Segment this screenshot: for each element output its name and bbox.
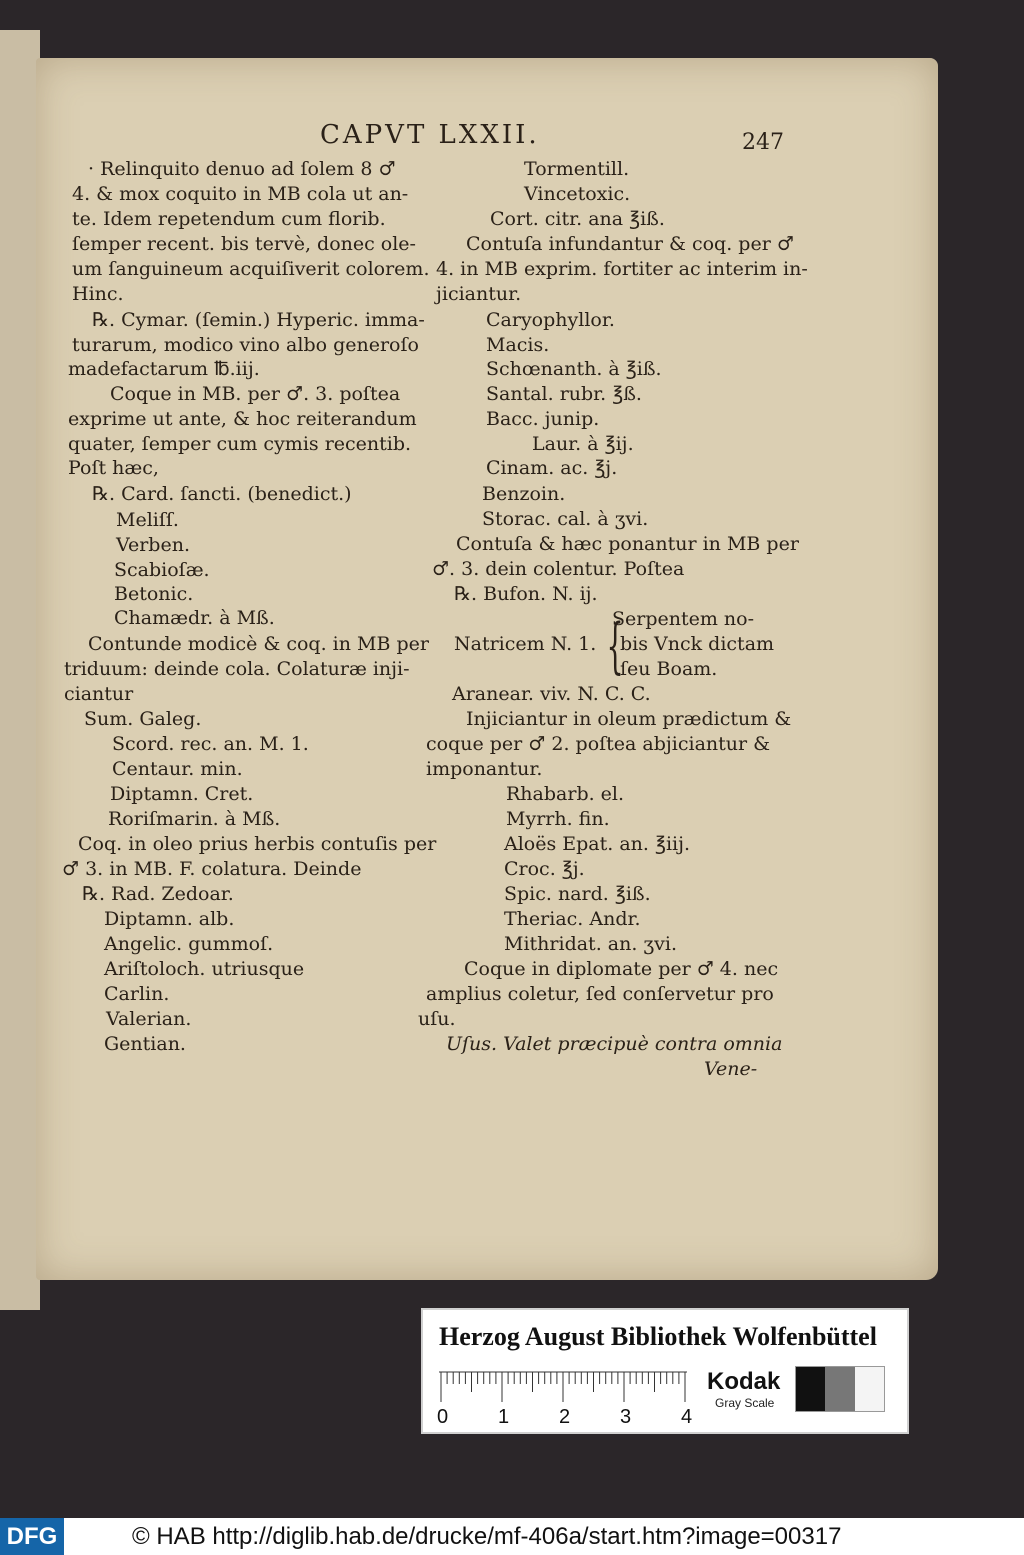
right-column-line: Bacc. junip. [486, 408, 600, 430]
left-column-line: Verben. [116, 534, 190, 556]
left-column-line: ♂ 3. in MB. F. colatura. Deinde [62, 858, 362, 880]
left-column-line: Sum. Galeg. [84, 708, 202, 730]
right-column-line: ſeu Boam. [620, 658, 718, 680]
ruler-label: 3 [620, 1406, 632, 1428]
right-column-line: 4. in MB exprim. fortiter ac interim in- [436, 258, 808, 280]
left-column-line: Diptamn. alb. [104, 908, 235, 930]
right-column-line: bis Vnck dictam [620, 633, 775, 655]
right-column-line: Cort. citr. ana ℥iß. [490, 208, 665, 230]
page-number: 247 [742, 130, 784, 155]
right-column-line: Serpentem no- [612, 608, 755, 630]
right-column-line: uſu. [418, 1008, 456, 1030]
credit-url[interactable]: © HAB http://diglib.hab.de/drucke/mf-406a/start.htm?image=00317 [132, 1523, 842, 1550]
right-column-line: Mithridat. an. ʒvi. [504, 933, 677, 955]
right-column-line: Myrrh. fin. [506, 808, 610, 830]
right-column-line: Theriac. Andr. [504, 908, 641, 930]
left-column-line: Scabioſæ. [114, 559, 210, 581]
right-column-line: jiciantur. [436, 283, 522, 305]
footer-bar [0, 1518, 1024, 1555]
kodak-brand: Kodak [707, 1368, 781, 1395]
ruler-label: 2 [559, 1406, 571, 1428]
right-column-line: ℞. Bufon. N. ij. [454, 583, 598, 605]
right-column-line: Vene- [704, 1058, 758, 1080]
brace-mark: { [606, 611, 624, 681]
right-column-line: Aloës Epat. an. ℥iij. [504, 833, 691, 855]
left-column-line: Ariſtoloch. utriusque [104, 958, 305, 980]
left-column-line: Valerian. [106, 1008, 192, 1030]
library-card [421, 1308, 909, 1434]
left-column-line: Contunde modicè & coq. in MB per [88, 633, 429, 655]
right-column-line: Injiciantur in oleum prædictum & [466, 708, 792, 730]
right-column-line: Tormentill. [524, 158, 630, 180]
right-column-line: Contuſa & hæc ponantur in MB per [456, 533, 799, 555]
right-column-line: Contuſa infundantur & coq. per ♂ [466, 233, 794, 255]
gray-swatches [795, 1366, 885, 1412]
left-column-line: Angelic. gummoſ. [104, 933, 274, 955]
left-column-line: quater, ſemper cum cymis recentib. [68, 433, 412, 455]
right-column-line: Macis. [486, 334, 550, 356]
right-column-line: Cinam. ac. ℥j. [486, 457, 618, 479]
chapter-header: CAPVT LXXII. [320, 120, 540, 150]
left-column-line: Gentian. [104, 1033, 186, 1055]
left-column-line: Centaur. min. [112, 758, 243, 780]
left-column-line: Roriſmarin. à Mß. [108, 808, 281, 830]
right-column-line: Laur. à ℥ij. [532, 433, 634, 455]
dfg-logo: DFG [0, 1518, 64, 1555]
right-column-line: Caryophyllor. [486, 309, 615, 331]
right-column-line: imponantur. [426, 758, 543, 780]
right-column-line: amplius coletur, ſed conſervetur pro [426, 983, 774, 1005]
right-column-line: ♂. 3. dein colentur. Poſtea [432, 558, 685, 580]
ruler-label: 0 [437, 1406, 449, 1428]
left-column-line: te. Idem repetendum cum florib. [72, 208, 386, 230]
left-column-line: · Relinquito denuo ad ſolem 8 ♂ [88, 158, 396, 180]
right-column-line: Spic. nard. ℥iß. [504, 883, 651, 905]
left-column-line: Poſt hæc, [68, 457, 159, 479]
right-column-line: Vincetoxic. [524, 183, 631, 205]
right-column-line: Uſus. Valet præcipuè contra omnia [446, 1033, 783, 1055]
right-column-line: Storac. cal. à ʒvi. [482, 508, 649, 530]
right-column-line: Schœnanth. à ℥iß. [486, 358, 662, 380]
right-column-line: Natricem N. 1. [454, 633, 597, 655]
ruler-label: 4 [681, 1406, 693, 1428]
left-column-line: 4. & mox coquito in MB cola ut an- [72, 183, 409, 205]
left-column-line: ℞. Cymar. (ſemin.) Hyperic. imma- [92, 309, 425, 331]
gray-scale-label: Gray Scale [715, 1396, 775, 1410]
left-column-line: turarum, modico vino albo generoſo [72, 334, 419, 356]
left-column-line: triduum: deinde cola. Colaturæ inji- [64, 658, 410, 680]
left-column-line: Diptamn. Cret. [110, 783, 254, 805]
left-column-line: ℞. Rad. Zedoar. [82, 883, 234, 905]
right-column-line: Santal. rubr. ℥ß. [486, 383, 642, 405]
right-column-line: Rhabarb. el. [506, 783, 625, 805]
ruler-label: 1 [498, 1406, 510, 1428]
right-column-line: coque per ♂ 2. poſtea abjiciantur & [426, 733, 771, 755]
left-page-edge [0, 30, 40, 1310]
card-title: Herzog August Bibliothek Wolfenbüttel [439, 1322, 877, 1351]
left-column-line: Meliſſ. [116, 509, 179, 531]
left-column-line: Scord. rec. an. M. 1. [112, 733, 309, 755]
left-column-line: ſemper recent. bis tervè, donec ole- [72, 233, 416, 255]
right-column-line: Benzoin. [482, 483, 566, 505]
left-column-line: madefactarum ℔.iij. [68, 358, 260, 380]
right-column-line: Croc. ℥j. [504, 858, 585, 880]
left-column-line: Carlin. [104, 983, 170, 1005]
left-column-line: ℞. Card. ſancti. (benedict.) [92, 483, 352, 505]
right-column-line: Coque in diplomate per ♂ 4. nec [464, 958, 779, 980]
left-column-line: Coque in MB. per ♂. 3. poſtea [110, 383, 401, 405]
left-column-line: um ſanguineum acquiſiverit colorem. [72, 258, 430, 280]
right-column-line: Aranear. viv. N. C. C. [452, 683, 651, 705]
left-column-line: exprime ut ante, & hoc reiterandum [68, 408, 417, 430]
left-column-line: Coq. in oleo prius herbis contuſis per [78, 833, 437, 855]
left-column-line: Hinc. [72, 283, 124, 305]
left-column-line: Betonic. [114, 583, 194, 605]
left-column-line: Chamædr. à Mß. [114, 607, 275, 629]
left-column-line: ciantur [64, 683, 134, 705]
